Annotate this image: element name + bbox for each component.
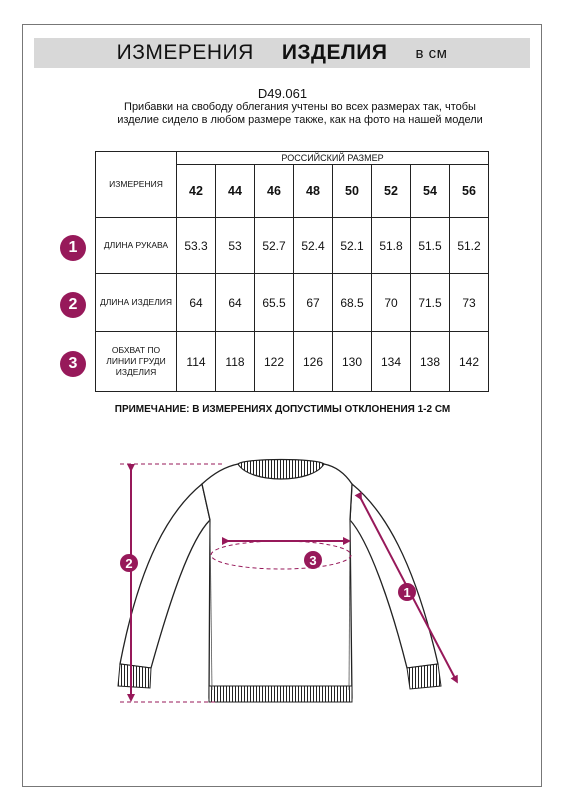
table-cell: 130 <box>333 332 372 392</box>
table-cell: 138 <box>411 332 450 392</box>
table-cell: 68.5 <box>333 274 372 332</box>
size-header: 46 <box>255 165 294 218</box>
row-number-badge-1: 1 <box>60 235 86 261</box>
table-cell: 73 <box>450 274 489 332</box>
size-header: 52 <box>372 165 411 218</box>
row-number-badge-3: 3 <box>60 351 86 377</box>
table-row <box>96 218 489 274</box>
table-cell: 67 <box>294 274 333 332</box>
size-header: 56 <box>450 165 489 218</box>
table-header-row <box>96 152 489 165</box>
table-cell: 53 <box>216 218 255 274</box>
table-cell: 52.4 <box>294 218 333 274</box>
table-cell: 52.1 <box>333 218 372 274</box>
table-cell: 118 <box>216 332 255 392</box>
article-code: D49.061 <box>257 86 308 101</box>
table-cell: 65.5 <box>255 274 294 332</box>
table-cell: 71.5 <box>411 274 450 332</box>
row-label-sleeve: ДЛИНА РУКАВА <box>96 218 177 274</box>
size-table <box>95 151 489 392</box>
table-cell: 52.7 <box>255 218 294 274</box>
row-label-length: ДЛИНА ИЗДЕЛИЯ <box>96 274 177 332</box>
size-header: 42 <box>177 165 216 218</box>
table-cell: 51.8 <box>372 218 411 274</box>
table-cell: 53.3 <box>177 218 216 274</box>
svg-text:1: 1 <box>403 585 411 600</box>
table-cell: 51.5 <box>411 218 450 274</box>
fit-description: Прибавки на свободу облегания учтены во всех размерах так, чтобы изделие сидело в любом размере также, как на фото на нашей модели <box>117 101 483 126</box>
table-row <box>96 274 489 332</box>
title-bar <box>34 38 530 68</box>
garment-outline <box>120 464 438 698</box>
table-cell: 70 <box>372 274 411 332</box>
size-header: 48 <box>294 165 333 218</box>
table-cell: 64 <box>177 274 216 332</box>
table-cell: 122 <box>255 332 294 392</box>
table-cell: 64 <box>216 274 255 332</box>
size-header: 44 <box>216 165 255 218</box>
diagram-marker-1 <box>398 583 416 601</box>
tolerance-note: ПРИМЕЧАНИЕ: В ИЗМЕРЕНИЯХ ДОПУСТИМЫ ОТКЛОНЕНИЯ 1-2 СМ <box>114 404 451 415</box>
table-cell: 114 <box>177 332 216 392</box>
table-cell: 51.2 <box>450 218 489 274</box>
table-cell: 126 <box>294 332 333 392</box>
diagram-marker-2 <box>120 554 138 572</box>
size-header: 54 <box>411 165 450 218</box>
table-cell: 134 <box>372 332 411 392</box>
diagram-marker-3 <box>304 551 322 569</box>
sweatshirt-diagram <box>0 440 565 740</box>
size-header: 50 <box>333 165 372 218</box>
svg-text:2: 2 <box>125 556 133 571</box>
table-cell: 142 <box>450 332 489 392</box>
table-row <box>96 332 489 392</box>
size-group-label: РОССИЙСКИЙ РАЗМЕР <box>177 152 489 165</box>
title-word-measurements: ИЗМЕРЕНИЯ <box>116 41 254 64</box>
title-unit: в см <box>415 44 448 62</box>
row-number-badge-2: 2 <box>60 292 86 318</box>
svg-text:3: 3 <box>309 553 317 568</box>
row-label-chest: ОБХВАТ ПО ЛИНИИ ГРУДИ ИЗДЕЛИЯ <box>96 332 177 392</box>
title-word-product: ИЗДЕЛИЯ <box>281 41 388 64</box>
corner-label: ИЗМЕРЕНИЯ <box>96 152 177 218</box>
